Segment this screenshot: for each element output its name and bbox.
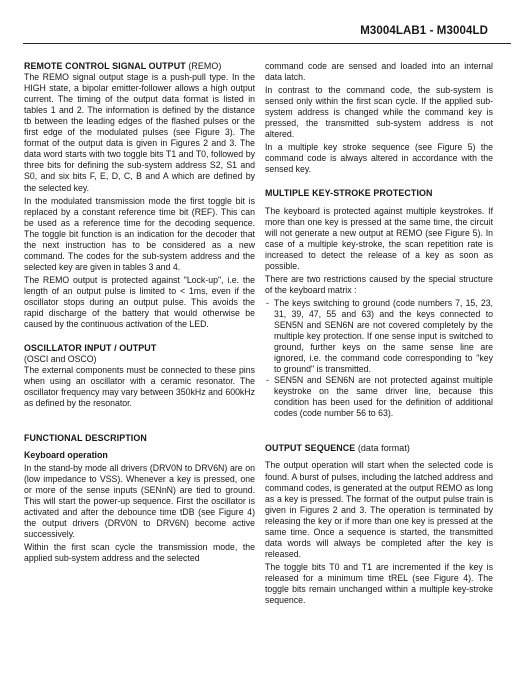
mkp-paragraph-2: There are two restrictions caused by the special structure of the keyboard matrix : (265, 273, 493, 295)
remo-paragraph-3: The REMO output is protected against "Lock-up", i.e. the length of an output pulse is limited to < 1ms, even if the oscillator stops during an output pulse. This avoids the rapid discharge of the battery that would otherwise be caused by the continuous activation of the LED. (24, 274, 255, 330)
remo-paragraph-2: In the modulated transmission mode the first toggle bit is replaced by a constant reference time bit (REF). This can be used as a reference time for the decoding sequence. The toggle bit function is an indication for the decoder that the next instruction has to be considered as a new command. The codes for the sub-system address and the selected key are given in tables 3 and 4. (24, 195, 255, 272)
keyboard-paragraph-1: In the stand-by mode all drivers (DRV0N to DRV6N) are on (low impedance to VSS). Whenever a key is pressed, one or more of the sense inputs (SENnN) are tied to ground. This will start the power-up sequence. First the oscillator is activated and after the debounce time tDB (see Figure 4) the output drivers (DRV0N to DRV6N) become active successively. (24, 462, 255, 539)
spacer (265, 177, 493, 188)
spacer (265, 421, 493, 443)
output-sequence-heading-text: OUTPUT SEQUENCE (265, 443, 356, 454)
keyboard-paragraph-2: Within the first scan cycle the transmission mode, the applied sub-system address and the selected (24, 541, 255, 563)
mkp-heading: MULTIPLE KEY-STROKE PROTECTION (265, 188, 433, 199)
page-header-title: M3004LAB1 - M3004LD (360, 25, 488, 37)
right-column (265, 61, 493, 608)
osc-heading: OSCILLATOR INPUT / OUTPUT (24, 343, 157, 354)
remo-heading-suffix: (REMO) (188, 61, 222, 71)
remo-heading-text: REMOTE CONTROL SIGNAL OUTPUT (24, 61, 186, 71)
functional-heading: FUNCTIONAL DESCRIPTION (24, 433, 147, 444)
remo-heading (24, 61, 255, 72)
list-item: - SEN5N and SEN6N are not protected against multiple keystroke on the same driver line, because this condition has been used for the definition of additional codes (code number 56 to 63). (265, 375, 493, 419)
mkp-restrictions-list (265, 298, 493, 420)
output-sequence-heading-suffix: (data format) (357, 443, 410, 454)
remo-paragraph-1: The REMO signal output stage is a push-pull type. In the HIGH state, a bipolar emitter-follower allows a high output current. The timing of the output data format is listed in tables 1 and 2. The information is defined by the distance tb between the leading edges of the flashed pulses or the first edge of the modulated pulses (see Figure 3). The format of the output data is given in Figures 2 and 3. The data word starts with two toggle bits T1 and T0, followed by three bits for defining the sub-system address S2, S1 and S0, and six bits F, E, D, C, B and A which are defined by the selected key. (24, 72, 255, 193)
left-column (24, 61, 255, 566)
header-divider (23, 43, 511, 44)
output-sequence-paragraph-1: The output operation will start when the selected code is found. A burst of pulses, including the latched address and command codes, is generated at the output REMO as long as a key is pressed. The format of the output pulse train is given in Figures 2 and 3. The operation is terminated by releasing the key or if more than one key is pressed at the same time. Once a sequence is started, the transmitted data words will always be completed after the key is released. (265, 460, 493, 559)
output-sequence-paragraph-2: The toggle bits T0 and T1 are incremented if the key is released for a minimum time tREL (see Figure 4). The toggle bits remain unchanged within a multiple key-stroke sequence. (265, 561, 493, 606)
spacer (24, 332, 255, 343)
mkp-paragraph-1: The keyboard is protected against multiple keystrokes. If more than one key is pressed at the same time, the circuit will not generate a new output at REMO (see Figure 5). In case of a multiple key-stroke, the scan repetition rate is increased to detect the release of a key as soon as possible. (265, 205, 493, 271)
osc-paragraph-1: The external components must be connected to these pins when using an oscillator with a ceramic resonator. The oscillator frequency may vary between 350kHz and 600kHz as defined by the resonator. (24, 365, 255, 409)
output-sequence-heading (265, 443, 493, 454)
continued-paragraph-1: command code are sensed and loaded into an internal data latch. (265, 61, 493, 83)
list-item: - The keys switching to ground (code numbers 7, 15, 23, 31, 39, 47, 55 and 63) and the keys connected to SEN5N and SEN6N are not covered completely by the multiple key protection. If one sense input is switched to ground, further keys on the same sense line are ignored, i.e. the command code corresponding to "key to ground" is transmitted. (265, 298, 493, 375)
keyboard-operation-subheading: Keyboard operation (24, 450, 108, 461)
continued-paragraph-2: In contrast to the command code, the sub-system is sensed only within the first scan cycle. If the applied sub-system address is changed while the command key is pressed, the transmitted sub-system address is not altered. (265, 85, 493, 140)
osc-subheading: (OSCI and OSCO) (24, 354, 97, 365)
continued-paragraph-3: In a multiple key stroke sequence (see Figure 5) the command code is always altered in accordance with the sensed key. (265, 142, 493, 175)
spacer (24, 411, 255, 433)
